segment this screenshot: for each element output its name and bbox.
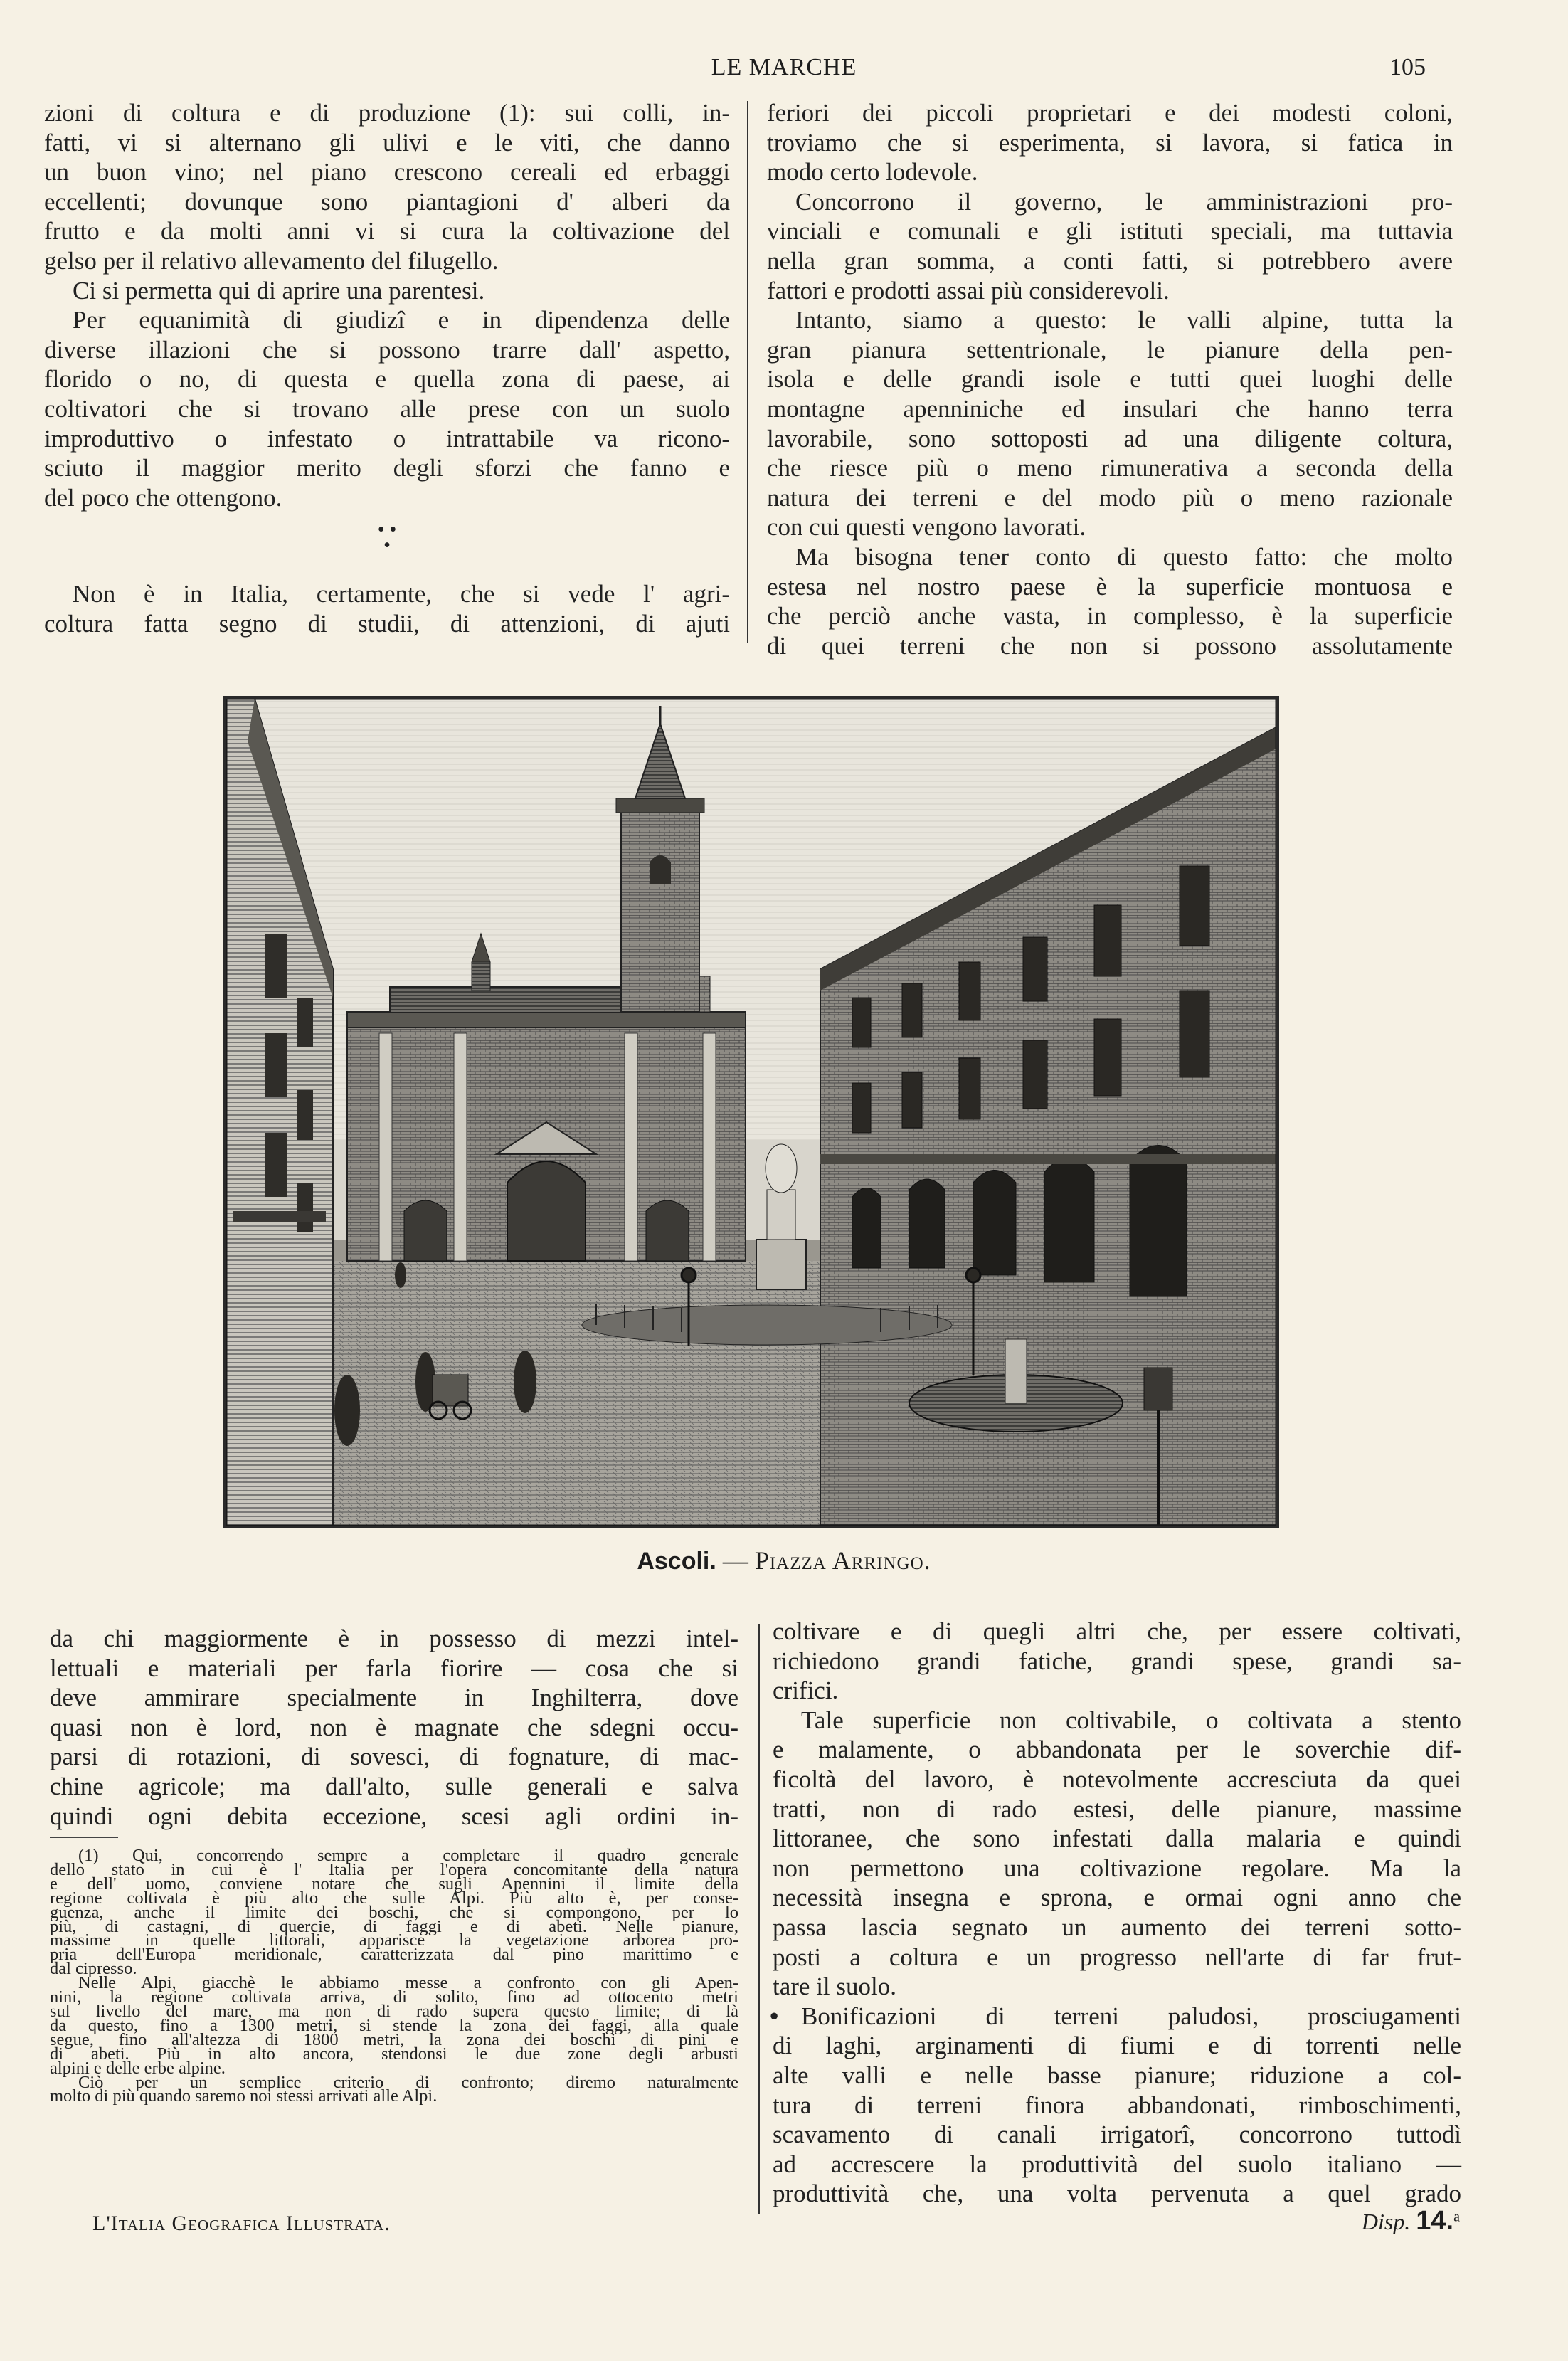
footnote-line: Nelle Alpi, giacchè le abbiamo messe a confronto con gli Apen- bbox=[78, 1973, 738, 1993]
paragraph bbox=[767, 305, 1453, 542]
footnote-line: guenza, anche il limite dei boschi, che si compongono, per lo bbox=[50, 1902, 738, 1922]
text-line: posti a coltura e un progresso nell'arte di far frut- bbox=[773, 1943, 1461, 1971]
text-line: troviamo che si esperimenta, si lavora, si fatica in bbox=[767, 128, 1453, 157]
footnote-line: nini, la regione coltivata arriva, di solito, fino ad ottocento metri bbox=[50, 1987, 738, 2007]
dispensa-label: Disp. bbox=[1361, 2209, 1411, 2234]
text-line: richiedono grandi fatiche, grandi spese, grandi sa- bbox=[773, 1647, 1461, 1675]
footnote-line: e dell' uomo, conviene notare che sugli Apennini il limite della bbox=[50, 1874, 738, 1893]
text-line: scavamento di canali irrigatorî, concorrono tuttodì bbox=[773, 2120, 1461, 2149]
footnote-line: più, di castagni, di quercie, di faggi e di abeti. Nelle pianure, bbox=[50, 1916, 738, 1936]
text-line: montagne apenniniche ed insulari che hanno terra bbox=[767, 394, 1453, 423]
text-line: del poco che ottengono. bbox=[44, 483, 282, 512]
paragraph bbox=[44, 98, 730, 276]
column-divider bbox=[747, 101, 748, 643]
text-line: Tale superficie non coltivabile, o coltivata a stento bbox=[801, 1706, 1461, 1734]
text-line: florido o no, di questa e quella zona di paese, ai bbox=[44, 365, 730, 394]
text-line: zioni di coltura e di produzione (1): sui colli, in- bbox=[44, 99, 730, 127]
footnote bbox=[50, 1846, 738, 1979]
text-line: un buon vino; nel piano crescono cereali ed erbaggi bbox=[44, 158, 730, 186]
footnote-line: sul livello del mare, ma non di rado supera questo limite; di là bbox=[50, 2001, 738, 2021]
text-line: nella gran somma, a conti fatti, si potrebbero avere bbox=[767, 246, 1453, 275]
text-line: coltivatori che si trovano alle prese con un suolo bbox=[44, 394, 730, 423]
footnotes bbox=[50, 1846, 738, 2106]
footnote-line: da questo, fino a 1300 metri, si stende la zona dei faggi, alla quale bbox=[50, 2015, 738, 2035]
footnote-line: regione coltivata è più alto che sulle Alpi. Più alto è, per conse- bbox=[50, 1888, 738, 1908]
engraving-illustration bbox=[223, 696, 1279, 1528]
footnote bbox=[50, 2072, 738, 2106]
text-line: sciuto il maggior merito degli sforzi che fanno e bbox=[44, 454, 730, 482]
footnote-line: dal cipresso. bbox=[50, 1959, 137, 1979]
text-line: alte valli e nelle basse pianure; riduzione a col- bbox=[773, 2061, 1461, 2089]
footnote-line: massime in quelle littorali, apparisce la vegetazione arborea pro- bbox=[50, 1930, 738, 1950]
caption-dash: — bbox=[716, 1546, 755, 1575]
text-line: Concorrono il governo, le amministrazioni pro- bbox=[795, 187, 1453, 216]
text-line: littoranee, che sono infestati dalla malaria e quindi bbox=[773, 1824, 1461, 1853]
text-line: deve ammirare specialmente in Inghilterra, dove bbox=[50, 1684, 738, 1712]
piazza-engraving bbox=[226, 699, 1276, 1526]
text-line: necessità insegna e sprona, e ormai ogni anno che bbox=[773, 1884, 1461, 1912]
footnote-line: pria dell'Europa meridionale, caratterizzata dal pino marittimo e bbox=[50, 1945, 738, 1965]
text-line: gelso per il relativo allevamento del filugello. bbox=[44, 246, 499, 275]
text-line: eccellenti; dovunque sono piantagioni d' alberi da bbox=[44, 187, 730, 216]
text-line: vinciali e comunali e gli istituti speciali, ma tuttavia bbox=[767, 217, 1453, 245]
text-line: lavorabile, sono sottoposti ad una diligente coltura, bbox=[767, 424, 1453, 453]
paragraph bbox=[767, 98, 1453, 187]
text-line: estesa nel nostro paese è la superficie montuosa e bbox=[767, 572, 1453, 601]
caption-subject: Piazza Arringo. bbox=[754, 1546, 931, 1575]
text-line: coltivare e di quegli altri che, per essere coltivati, bbox=[773, 1617, 1461, 1645]
footnote-line: di abeti. Più in alto ancora, stendonsi le due zone degli arbusti bbox=[50, 2044, 738, 2064]
text-line: crifici. bbox=[773, 1676, 839, 1705]
page-number: 105 bbox=[1389, 54, 1426, 80]
paragraph bbox=[44, 305, 730, 512]
text-line: Intanto, siamo a questo: le valli alpine, tutta la bbox=[795, 306, 1453, 334]
column-top-right bbox=[767, 98, 1453, 660]
text-line: Per equanimità di giudizî e in dipendenza delle bbox=[73, 306, 730, 334]
paragraph bbox=[767, 187, 1453, 305]
text-line: isola e delle grandi isole e tutti quei luoghi delle bbox=[767, 365, 1453, 394]
text-line: produttività che, una volta pervenuta a quel grado bbox=[773, 2180, 1461, 2208]
text-line: e malamente, o abbandonata per le soverchie dif- bbox=[773, 1736, 1461, 1764]
text-line: da chi maggiormente è in possesso di mezzi intel- bbox=[50, 1625, 738, 1652]
paragraph bbox=[773, 1617, 1461, 1706]
column-top-left bbox=[44, 98, 730, 639]
footnote-line: alpini e delle erbe alpine. bbox=[50, 2058, 226, 2078]
text-line: quasi non è lord, non è magnate che sdegni occu- bbox=[50, 1713, 738, 1741]
paragraph bbox=[770, 2002, 1461, 2209]
footnote-line: Ciò per un semplice criterio di confronto; diremo naturalmente bbox=[78, 2072, 738, 2092]
text-line: che perciò anche vasta, in complesso, è la superficie bbox=[767, 602, 1453, 630]
text-line: frutto e da molti anni vi si cura la coltivazione del bbox=[44, 217, 730, 245]
text-line: tratti, non di rado estesi, delle pianure, massime bbox=[773, 1795, 1461, 1823]
text-line: ficoltà del lavoro, è notevolmente accresciuta da quei bbox=[773, 1765, 1461, 1793]
text-line: lettuali e materiali per farla fiorire — cosa che si bbox=[50, 1654, 738, 1682]
text-line: che riesce più o meno rimunerativa a seconda della bbox=[767, 454, 1453, 482]
text-line: parsi di rotazioni, di sovesci, di fognature, di mac- bbox=[50, 1743, 738, 1771]
text-line: passa lascia segnato un aumento dei terreni sotto- bbox=[773, 1913, 1461, 1941]
figure-caption bbox=[0, 1546, 1568, 1575]
text-line: gran pianura settentrionale, le pianure della pen- bbox=[767, 335, 1453, 364]
paragraph-bullet: • bbox=[770, 2002, 779, 2030]
text-line: feriori dei piccoli proprietari e dei modesti coloni, bbox=[767, 99, 1453, 127]
footnote-line: (1) Qui, concorrendo sempre a completare il quadro generale bbox=[78, 1846, 738, 1865]
paragraph bbox=[44, 276, 730, 306]
paragraph bbox=[773, 1706, 1461, 2002]
paragraph bbox=[767, 542, 1453, 660]
text-line: non permettono una coltivazione regolare. Ma la bbox=[773, 1854, 1461, 1882]
running-head bbox=[0, 54, 1568, 83]
text-line: fatti, vi si alternano gli ulivi e le viti, che danno bbox=[44, 128, 730, 157]
text-line: fattori e prodotti assai più considerevoli. bbox=[767, 276, 1170, 305]
section-asterism bbox=[44, 519, 730, 557]
asterism-top-dots: • • bbox=[377, 519, 397, 542]
dispensa-mark bbox=[1362, 2206, 1460, 2236]
text-line: ad accrescere la produttività del suolo italiano — bbox=[773, 2150, 1461, 2178]
running-title: LE MARCHE bbox=[711, 54, 857, 80]
text-line: Ma bisogna tener conto di questo fatto: che molto bbox=[795, 542, 1453, 571]
text-line: natura dei terreni e del modo più o meno razionale bbox=[767, 483, 1453, 512]
text-line: tare il suolo. bbox=[773, 1972, 896, 2001]
text-line: coltura fatta segno di studii, di attenzioni, di ajuti bbox=[44, 609, 730, 638]
text-line: con cui questi vengono lavorati. bbox=[767, 513, 1086, 542]
dispensa-sup: a bbox=[1453, 2209, 1460, 2225]
footnote-rule bbox=[50, 1837, 118, 1838]
text-line: di quei terreni che non si possono assolutamente bbox=[767, 631, 1453, 660]
footnote bbox=[50, 1973, 738, 2078]
text-line: Ci si permetta qui di aprire una parentesi. bbox=[73, 276, 485, 305]
caption-place: Ascoli. bbox=[637, 1548, 716, 1575]
text-line: improduttivo o infestato o intrattabile va ricono- bbox=[44, 424, 730, 453]
publication-title: L'Italia Geografica Illustrata. bbox=[92, 2212, 391, 2235]
text-line: Non è in Italia, certamente, che si vede l' agri- bbox=[73, 580, 730, 608]
column-divider bbox=[758, 1624, 760, 2214]
footnote-line: segue, fino all'altezza di 1800 metri, la zona dei boschi di pini e bbox=[50, 2029, 738, 2049]
text-line: modo certo lodevole. bbox=[767, 158, 978, 186]
paragraph bbox=[44, 579, 730, 638]
column-bottom-right bbox=[770, 1617, 1461, 2209]
asterism-bottom-dot: • bbox=[383, 534, 391, 557]
text-line: Bonificazioni di terreni paludosi, prosciugamenti bbox=[801, 2002, 1461, 2030]
text-line: di laghi, arginamenti di fiumi e di torrenti nelle bbox=[773, 2032, 1461, 2060]
column-bottom-left bbox=[50, 1624, 738, 1831]
dispensa-number: 14. bbox=[1416, 2206, 1454, 2236]
text-line: diverse illazioni che si possono trarre dall' aspetto, bbox=[44, 335, 730, 364]
text-line: quindi ogni debita eccezione, scesi agli ordini in- bbox=[50, 1802, 738, 1830]
text-line: chine agricole; ma dall'alto, sulle generali e salva bbox=[50, 1772, 738, 1800]
footnote-line: dello stato in cui è l' Italia per l'opera concomitante della natura bbox=[50, 1859, 738, 1879]
text-line: tura di terreni finora abbandonati, rimboschimenti, bbox=[773, 2091, 1461, 2119]
footnote-line: molto di più quando saremo noi stessi arrivati alle Alpi. bbox=[50, 2086, 438, 2106]
